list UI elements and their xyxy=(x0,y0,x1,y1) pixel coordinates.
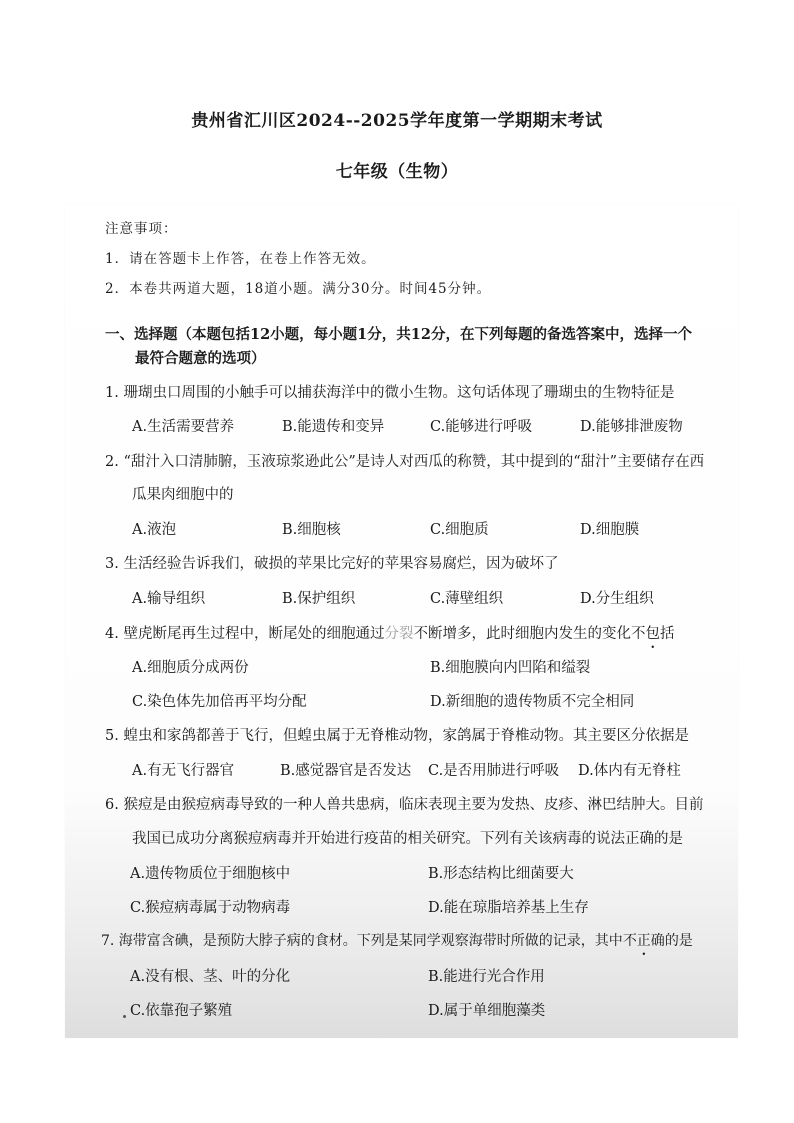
question-stem: 5. 蝗虫和家鸽都善于飞行，但蝗虫属于无脊椎动物，家鸽属于脊椎动物。其主要区分依据是 xyxy=(105,728,689,744)
exam-title: 贵州省汇川区2024--2025学年度第一学期期末考试 xyxy=(191,111,603,131)
question-stem-cont: 我国已成功分离猴痘病毒并开始进行疫苗的相关研究。下列有关该病毒的说法正确的是 xyxy=(132,831,683,847)
option-d: D.属于单细胞藻类 xyxy=(428,1003,546,1019)
question-stem-cont: 瓜果肉细胞中的 xyxy=(132,487,234,503)
question-stem: 6. 猴痘是由猴痘病毒导致的一种人兽共患病，临床表现主要为发热、皮疹、淋巴结肿大。目前 xyxy=(105,797,704,813)
option-b: B.感觉器官是否发达 xyxy=(280,763,412,779)
notes-item: 1．请在答题卡上作答，在卷上作答无效。 xyxy=(105,251,376,267)
option-c: C.是否用肺进行呼吸 xyxy=(428,763,560,779)
option-c: C.能够进行呼吸 xyxy=(430,419,533,435)
stem-text: 4. 壁虎断尾再生过程中，断尾处的细胞通过 xyxy=(105,626,385,642)
option-b: B.能遗传和变异 xyxy=(282,419,385,435)
section-heading-cont: 最符合题意的选项） xyxy=(135,350,266,367)
question-stem: 3. 生活经验告诉我们，破损的苹果比完好的苹果容易腐烂，因为破坏了 xyxy=(105,556,559,572)
notes-item: 2．本卷共两道大题，18道小题。满分30分。时间45分钟。 xyxy=(105,281,492,297)
stem-faint-text: 分裂 xyxy=(384,626,414,642)
stem-text: 7. 海带富含碘，是预防大脖子病的食材。下列是某同学观察海带时所做的记录，其中 xyxy=(101,933,623,949)
option-d: D.分生组织 xyxy=(580,591,654,607)
section-heading: 一、选择题（本题包括12小题，每小题1分，共12分，在下列每题的备选答案中，选择一个 xyxy=(105,326,692,343)
option-c: C.依靠孢子繁殖 xyxy=(130,1003,233,1019)
option-c: C.猴痘病毒属于动物病毒 xyxy=(130,900,291,916)
option-a: A.细胞质分成两份 xyxy=(132,660,249,676)
option-d: D.能够排泄废物 xyxy=(580,419,683,435)
question-stem xyxy=(105,622,674,643)
question-stem: 2. “甜汁入口清肺腑，玉液琼浆逊此公”是诗人对西瓜的称赞，其中提到的“甜汁”主要储存在西 xyxy=(105,454,705,470)
option-b: B.细胞核 xyxy=(282,522,341,538)
question-stem: 1. 珊瑚虫口周围的小触手可以捕获海洋中的微小生物。这句话体现了珊瑚虫的生物特征是 xyxy=(105,385,675,401)
option-a: A.没有根、茎、叶的分化 xyxy=(130,969,291,985)
option-b: B.保护组织 xyxy=(282,591,356,607)
question-stem xyxy=(101,930,693,950)
option-c: C.染色体先加倍再平均分配 xyxy=(132,694,307,710)
stem-text: 的是 xyxy=(664,933,693,949)
option-b: B.形态结构比细菌要大 xyxy=(428,866,574,882)
option-a: A.液泡 xyxy=(132,522,177,538)
option-d: D.新细胞的遗传物质不完全相同 xyxy=(430,694,635,710)
option-a: A.有无飞行器官 xyxy=(132,763,235,779)
option-a: A.遗传物质位于细胞核中 xyxy=(130,866,291,882)
exam-subtitle: 七年级（生物） xyxy=(335,162,459,182)
option-a: A.生活需要营养 xyxy=(132,419,235,435)
option-d: D.细胞膜 xyxy=(580,522,640,538)
option-c: C.薄壁组织 xyxy=(430,591,504,607)
notes-heading: 注意事项： xyxy=(105,221,178,237)
option-a: A.输导组织 xyxy=(132,591,206,607)
option-c: C.细胞质 xyxy=(430,522,489,538)
scan-speck xyxy=(123,1015,126,1018)
option-d: D.能在琼脂培养基上生存 xyxy=(428,900,589,916)
option-b: B.细胞膜向内凹陷和缢裂 xyxy=(430,660,591,676)
option-b: B.能进行光合作用 xyxy=(428,969,545,985)
emphasis-text: 不包括 xyxy=(630,626,675,642)
option-d: D.体内有无脊柱 xyxy=(578,763,681,779)
emphasis-text: 不正确 xyxy=(622,933,665,949)
stem-text: 不断增多，此时细胞内发生的变化 xyxy=(413,626,631,642)
